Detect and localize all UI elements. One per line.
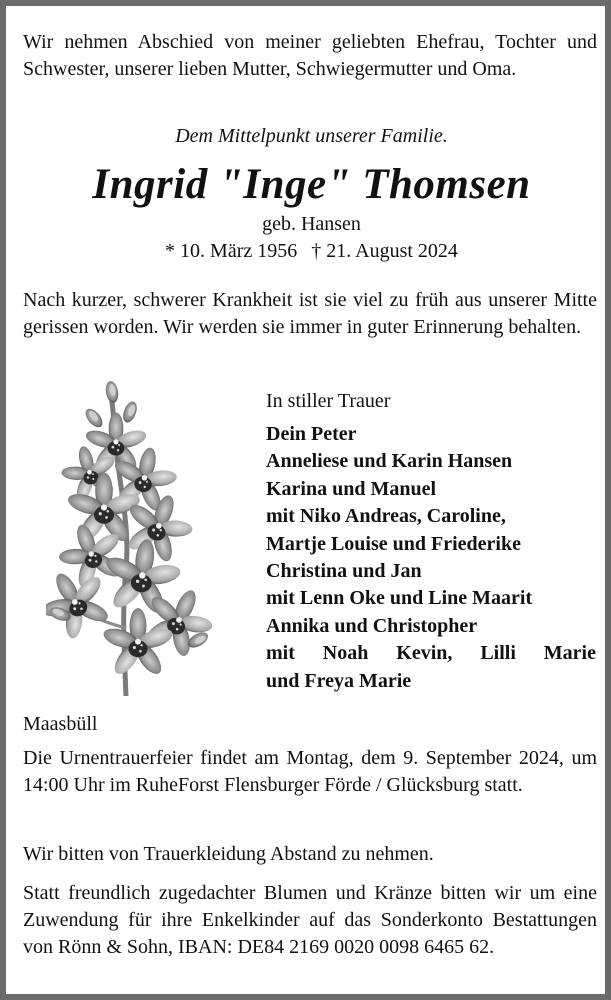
mourner-line: Martje Louise und Friederike [266,532,521,555]
passing-note: Nach kurzer, schwerer Krankheit ist sie viel zu früh aus unserer Mitte gerissen worden. Wir werden sie immer in guter Erinnerung behalten. [23,289,597,338]
mourners-list [266,421,596,695]
orchid-icon [46,378,214,700]
mourner-line: Annika und Christopher [266,614,478,637]
mourner-line: Christina und Jan [266,559,422,582]
donation-note: Statt freundlich zugedachter Blumen und Kränze bitten wir um eine Zuwendung für ihre Enkelkinder auf das Sonderkonto Bestattungen von Rönn & Sohn, IBAN: DE84 2169 0020 0098 6465 62. [23,882,597,958]
mourner-line: Karina und Manuel [266,477,437,500]
dress-note: Wir bitten von Trauerkleidung Abstand zu nehmen. [23,843,434,865]
deceased-name: Ingrid "Inge" Thomsen [92,161,531,208]
mourning-label: In stiller Trauer [266,390,391,412]
death-date: † 21. August 2024 [311,240,458,262]
mourner-word: Kevin, [396,642,453,665]
place-name: Maasbüll [23,713,98,735]
birth-date: * 10. März 1956 [165,240,298,262]
mourner-line: und Freya Marie [266,669,412,692]
mourner-line: mit Niko Andreas, Caroline, [266,505,506,528]
tagline: Dem Mittelpunkt unserer Familie. [175,125,448,147]
mourner-word: mit [266,642,295,665]
mourner-line: mit Lenn Oke und Line Maarit [266,587,533,610]
opening-text: Wir nehmen Abschied von meiner geliebten Ehefrau, Tochter und Schwester, unserer lieben Mutter, Schwiegermutter und Oma. [23,31,597,80]
mourner-line [266,640,596,667]
life-dates [6,238,611,264]
mourner-word: Noah [322,642,369,665]
mourner-word: Marie [543,642,596,665]
maiden-name: geb. Hansen [262,213,361,235]
mourner-line: Anneliese und Karin Hansen [266,450,513,473]
ceremony-info: Die Urnentrauerfeier findet am Montag, dem 9. September 2024, um 14:00 Uhr im RuheForst Flensburger Förde / Glücksburg statt. [23,747,597,796]
mourner-word: Lilli [480,642,516,665]
mourner-line: Dein Peter [266,423,357,445]
